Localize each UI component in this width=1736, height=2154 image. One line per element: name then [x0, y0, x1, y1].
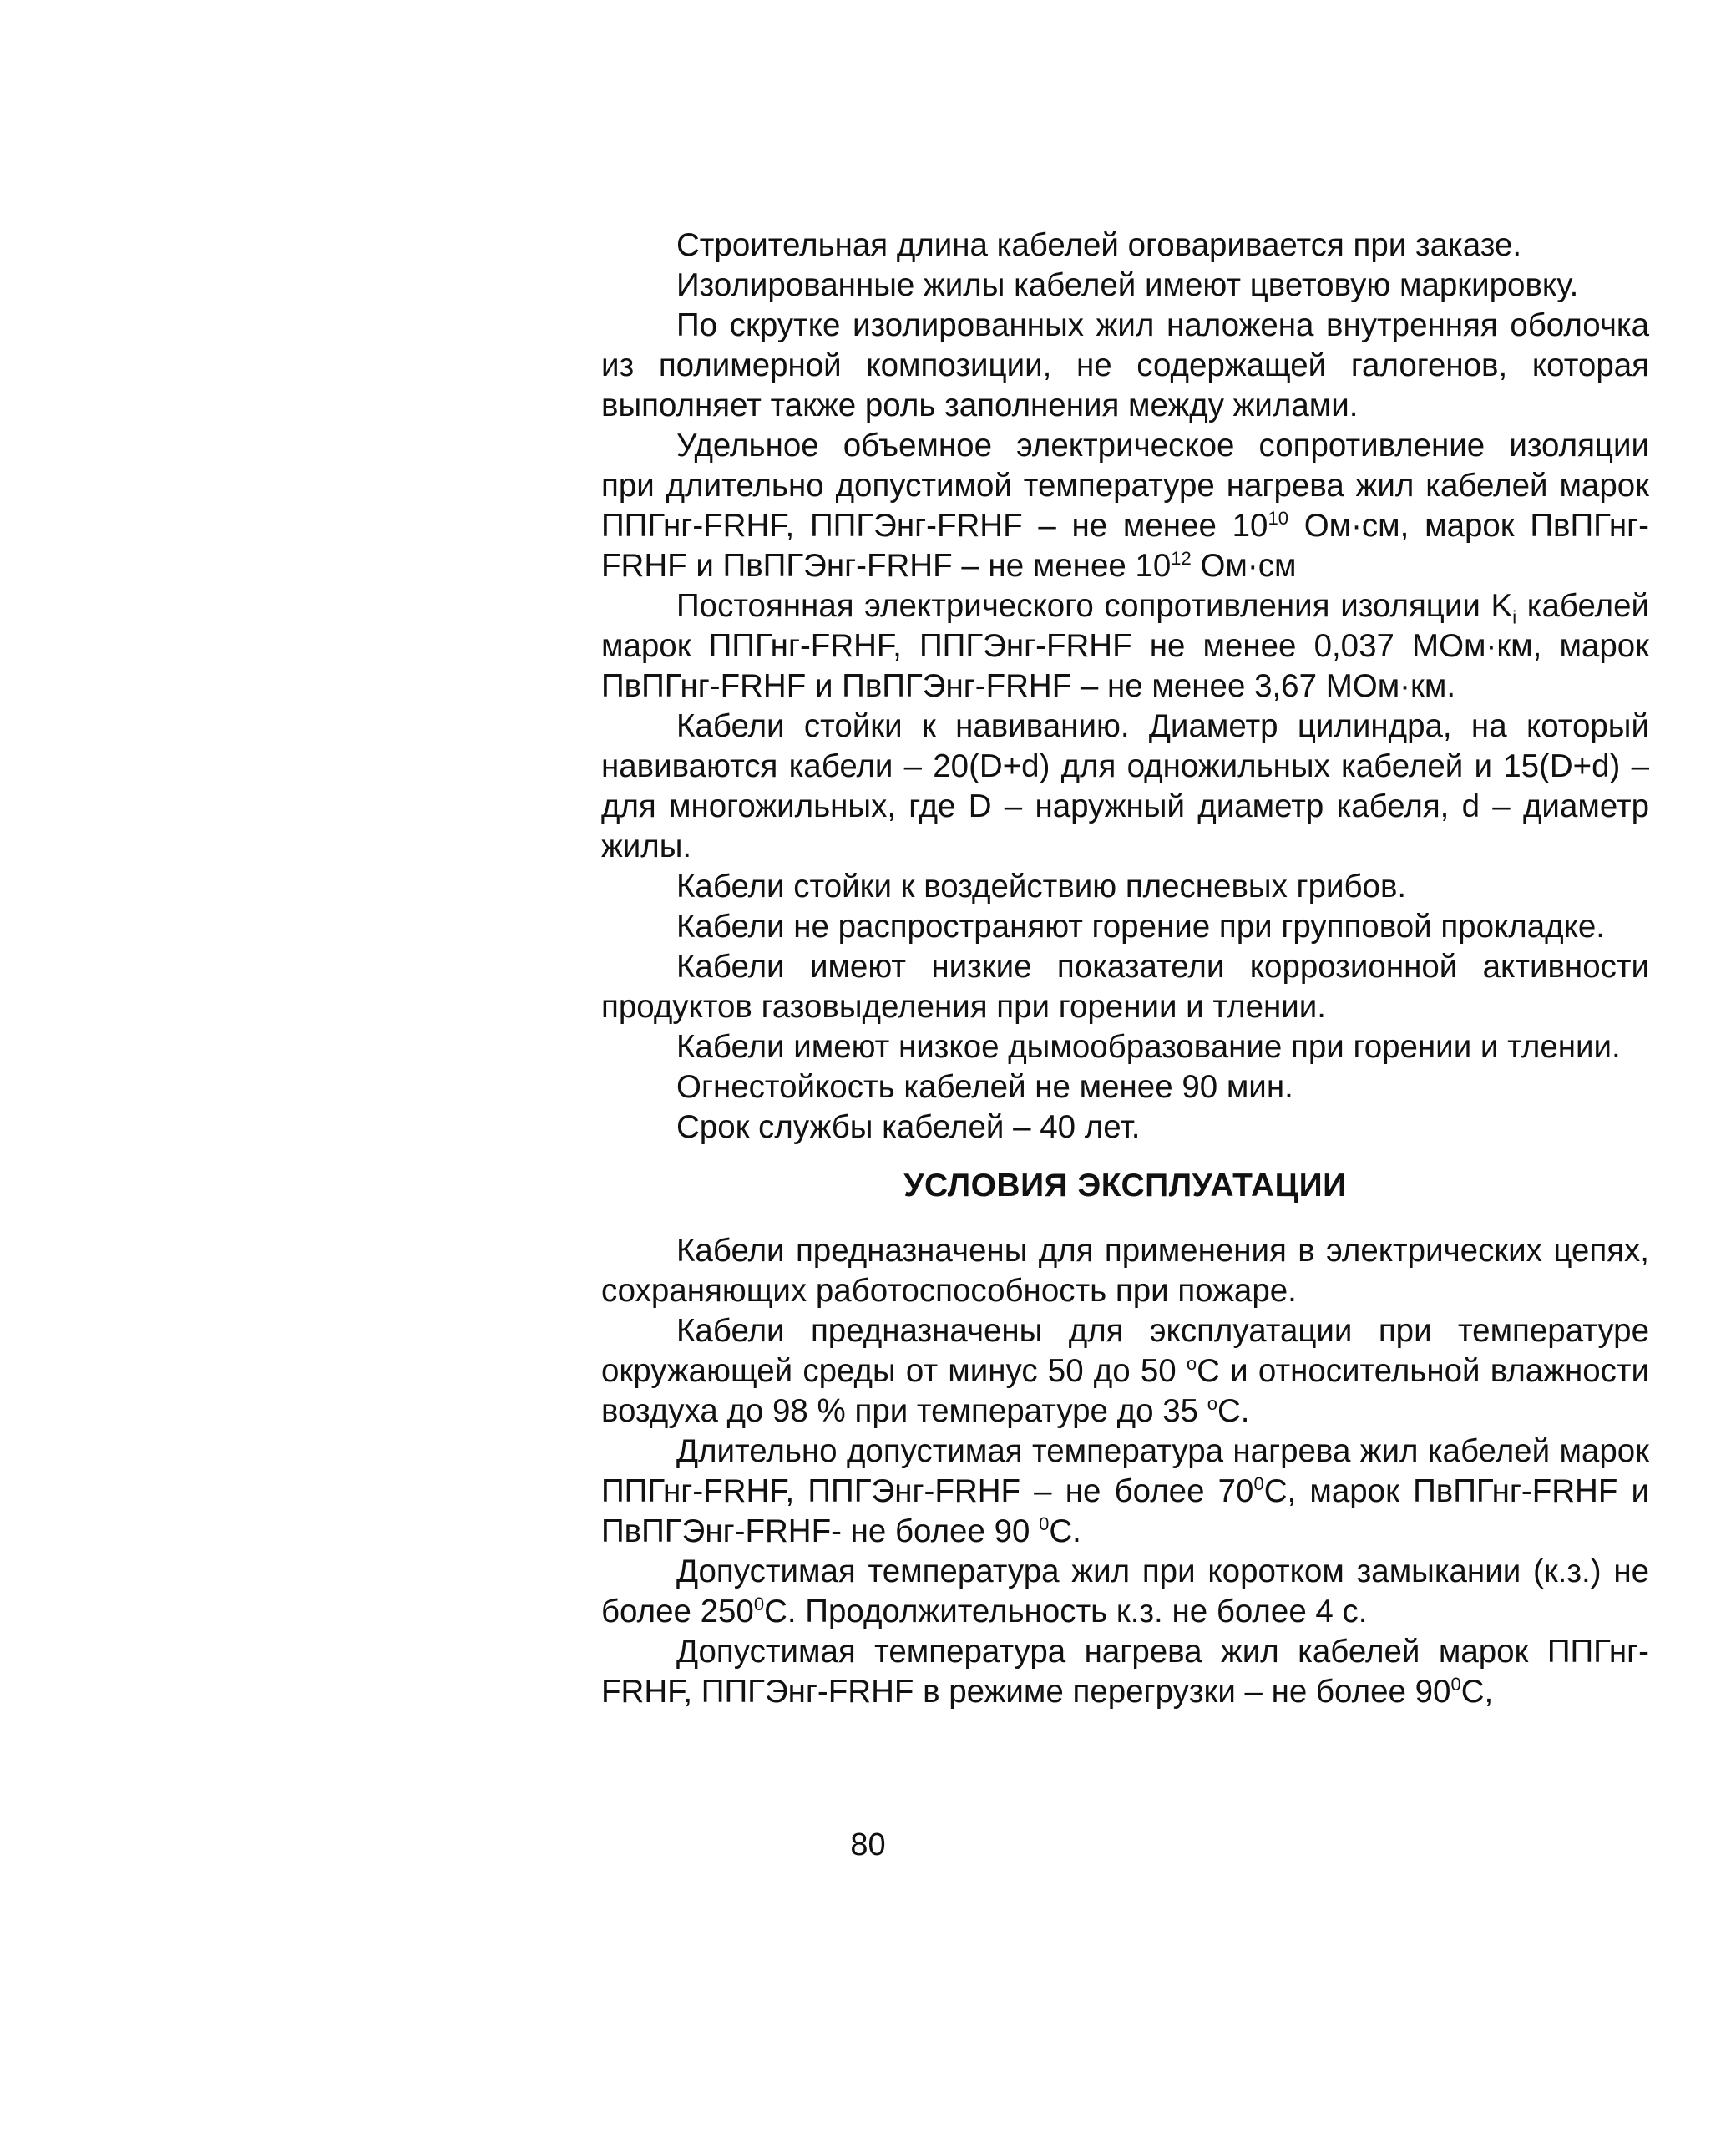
insulation-constant-text-b: кабелей марок ППГнг-FRHF, ППГЭнг-FRHF не менее 0,037 МОм·км, марок ПвПГнг-FRHF и ПвПГЭнг-FRHF – не менее 3,67 МОм·км.: [601, 588, 1649, 704]
paragraph-corrosivity: Кабели имеют низкие показатели коррозионной активности продуктов газовыделения при горении и тлении.: [601, 949, 1649, 1025]
paragraph-smoke: Кабели имеют низкое дымообразование при горении и тлении.: [676, 1029, 1621, 1065]
overload-text-b: С,: [1460, 1674, 1494, 1710]
paragraph-color-marking: Изолированные жилы кабелей имеют цветовую маркировку.: [676, 267, 1579, 303]
degree-sign-4: 0: [1039, 1513, 1050, 1535]
ambient-text-c: С.: [1217, 1393, 1250, 1429]
exponent-10: 10: [1268, 508, 1288, 530]
continuous-temp-text-a: Длительно допустимая температура нагрева жил кабелей марок ППГнг-FRHF, ППГЭнг-FRHF – не более 70: [601, 1433, 1649, 1509]
paragraph-construction-length: Строительная длина кабелей оговаривается при заказе.: [676, 227, 1522, 263]
volume-resistivity-text-a: Удельное объемное электрическое сопротивление изоляции при длительно допустимой температуре нагрева жил кабелей марок ППГнг-FRHF, ППГЭнг-FRHF – не менее 10: [601, 428, 1649, 544]
body-text: [601, 226, 1649, 1712]
subscript-i: i: [1512, 606, 1517, 628]
degree-sign-5: 0: [753, 1594, 765, 1615]
paragraph-flame-spread: Кабели не распространяют горение при групповой прокладке.: [676, 909, 1606, 945]
volume-resistivity-text-c: Ом·см: [1191, 548, 1297, 584]
insulation-constant-text-a: Постоянная электрического сопротивления изоляции K: [676, 588, 1513, 624]
continuous-temp-text-b: С, марок ПвПГнг-FRHF и ПвПГЭнг-FRHF- не более 90: [601, 1473, 1649, 1549]
short-circuit-text-a: Допустимая температура жил при коротком замыкании (к.з.) не более 250: [601, 1553, 1649, 1629]
degree-sign-3: 0: [1253, 1473, 1264, 1495]
section-heading-operating-conditions: УСЛОВИЯ ЭКСПЛУАТАЦИИ: [903, 1168, 1347, 1204]
paragraph-continuous-temperature: [601, 1432, 1649, 1552]
ambient-text-a: Кабели предназначены для эксплуатации при температуре окружающей среды от минус 50 до 50: [601, 1313, 1649, 1389]
paragraph-service-life: Срок службы кабелей – 40 лет.: [676, 1109, 1141, 1145]
degree-sign-2: o: [1207, 1393, 1217, 1415]
ambient-text-b: С и относительной влажности воздуха до 98 % при температуре до 35: [601, 1353, 1650, 1429]
paragraph-winding: Кабели стойки к навиванию. Диаметр цилиндра, на который навиваются кабели – 20(D+d) для одножильных кабелей и 15(D+d) – для многожильных, где D – наружный диаметр кабеля, d – диаметр жилы.: [601, 708, 1649, 864]
exponent-12: 12: [1171, 548, 1192, 570]
paragraph-volume-resistivity: [601, 426, 1649, 586]
paragraph-short-circuit: [601, 1552, 1649, 1632]
page-number: 80: [850, 1827, 886, 1863]
continuous-temp-text-c: С.: [1049, 1513, 1081, 1549]
paragraph-insulation-constant: [601, 586, 1649, 707]
overload-text-a: Допустимая температура нагрева жил кабелей марок ППГнг-FRHF, ППГЭнг-FRHF в режиме перегрузки – не более 90: [601, 1634, 1649, 1710]
short-circuit-text-b: С. Продолжительность к.з. не более 4 с.: [764, 1594, 1368, 1629]
paragraph-overload: [601, 1632, 1649, 1712]
paragraph-purpose: Кабели предназначены для применения в электрических цепях, сохраняющих работоспособность при пожаре.: [601, 1233, 1649, 1309]
paragraph-mold-resistance: Кабели стойки к воздействию плесневых грибов.: [676, 869, 1407, 905]
paragraph-fire-resistance: Огнестойкость кабелей не менее 90 мин.: [676, 1069, 1293, 1105]
volume-resistivity-text-b: Ом·см, марок ПвПГнг-FRHF и ПвПГЭнг-FRHF – не менее 10: [601, 508, 1649, 584]
degree-sign-6: 0: [1450, 1674, 1461, 1695]
paragraph-ambient-conditions: [601, 1311, 1649, 1432]
paragraph-inner-sheath: По скрутке изолированных жил наложена внутренняя оболочка из полимерной композиции, не содержащей галогенов, которая выполняет также роль заполнения между жилами.: [601, 307, 1649, 423]
degree-sign-1: o: [1186, 1353, 1197, 1375]
